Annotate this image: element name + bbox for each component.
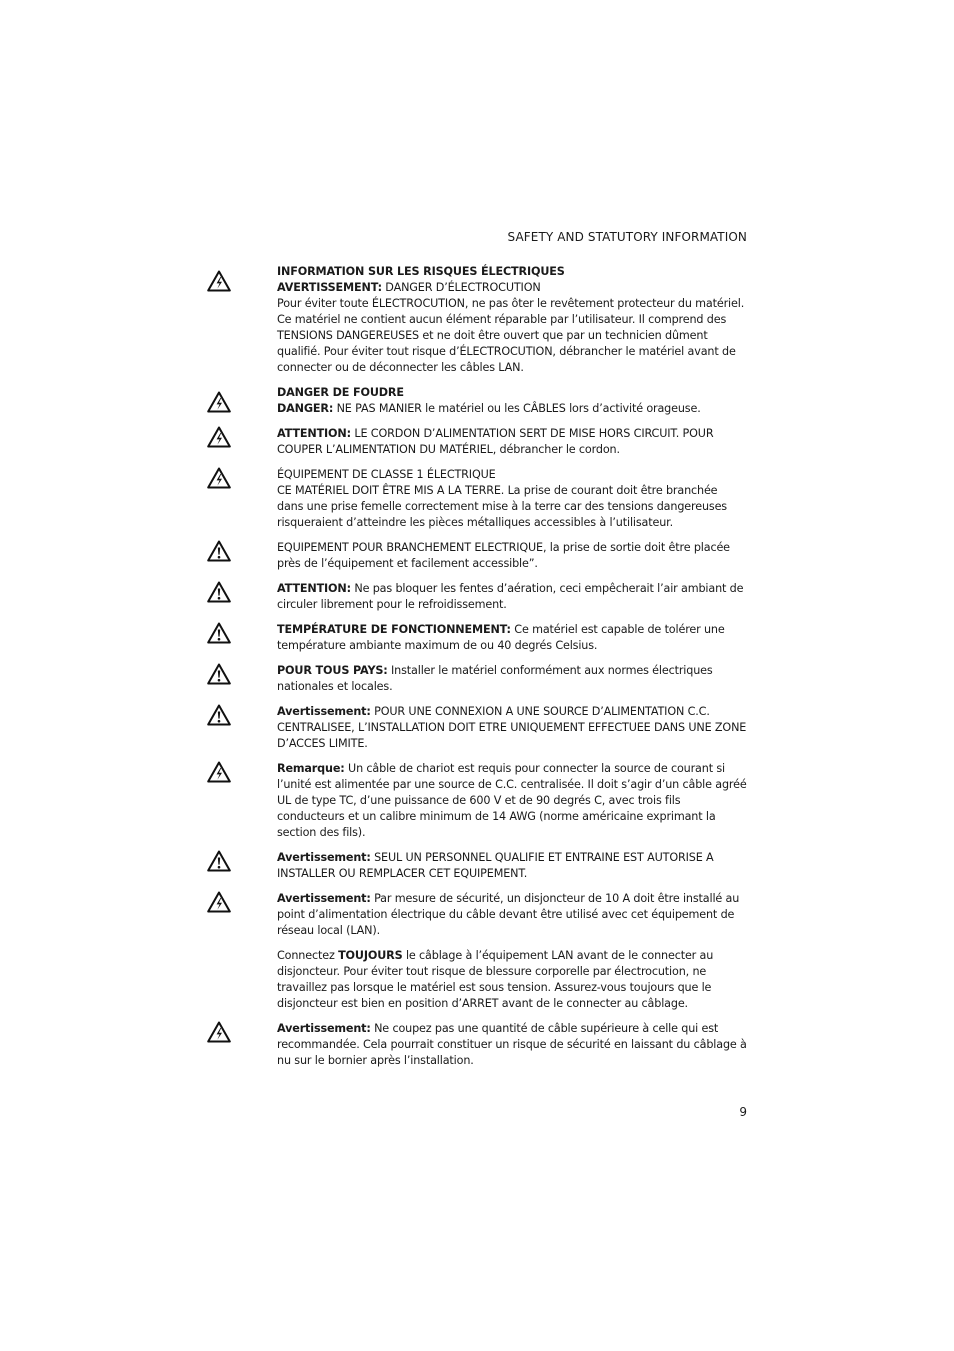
warning-line <box>277 280 747 296</box>
avertissement-text: Par mesure de sécurité, un disjoncteur de 10 A doit être installé au point d’alimentation électrique du câble devant être utilisé avec cet équipement de réseau local (LAN). <box>277 892 740 937</box>
warning-label: AVERTISSEMENT: <box>277 281 382 294</box>
high-voltage-warning-icon <box>207 391 231 413</box>
section-body <box>277 622 747 654</box>
high-voltage-warning-icon <box>207 1021 231 1043</box>
countries-text: Installer le matériel conformément aux normes électriques nationales et locales. <box>277 664 713 693</box>
safety-content <box>277 264 747 1078</box>
section-body <box>277 401 747 417</box>
section-body <box>277 581 747 613</box>
section-cable-note <box>277 761 747 841</box>
avertissement-label: Avertissement: <box>277 705 371 718</box>
high-voltage-warning-icon <box>207 891 231 913</box>
general-warning-icon <box>207 622 231 644</box>
section-body: EQUIPEMENT POUR BRANCHEMENT ELECTRIQUE, la prise de sortie doit être placée près de l’équipement et facilement accessible”. <box>277 541 730 570</box>
always-prefix: Connectez <box>277 949 339 962</box>
section-title: INFORMATION SUR LES RISQUES ÉLECTRIQUES <box>277 265 565 278</box>
general-warning-icon <box>207 704 231 726</box>
section-body <box>277 1021 747 1069</box>
countries-label: POUR TOUS PAYS: <box>277 664 388 677</box>
section-dc-source <box>277 704 747 752</box>
general-warning-icon <box>207 850 231 872</box>
section-breaker <box>277 891 747 939</box>
section-class1 <box>277 467 747 531</box>
section-body <box>277 426 747 458</box>
avertissement-label: Avertissement: <box>277 851 371 864</box>
section-title: DANGER DE FOUDRE <box>277 386 404 399</box>
warning-text: DANGER D’ÉLECTROCUTION <box>381 281 541 294</box>
avertissement-text: SEUL UN PERSONNEL QUALIFIE ET ENTRAINE EST AUTORISE A INSTALLER OU REMPLACER CET EQUIPEMENT. <box>277 851 714 880</box>
avertissement-text: Ne coupez pas une quantité de câble supérieure à celle qui est recommandée. Cela pourrait constituer un risque de sécurité en laissant du câblage à nu sur le bornier après l’installation. <box>277 1022 747 1067</box>
general-warning-icon <box>207 581 231 603</box>
section-body <box>277 948 747 1012</box>
attention-label: ATTENTION: <box>277 582 351 595</box>
page-number: 9 <box>739 1105 747 1119</box>
section-always <box>277 948 747 1012</box>
remarque-text: Un câble de chariot est requis pour connecter la source de courant si l’unité est alimentée par une source de C.C. centralisée. Il doit s’agir d’un câble agréé UL de type TC, d’une puissance de 600 V et de 90 degrés C, avec trois fils conducteurs et un calibre minimum de 14 AWG (norme américaine exprimant la section des fils). <box>277 762 747 839</box>
section-body: Pour éviter toute ÉLECTROCUTION, ne pas ôter le revêtement protecteur du matériel. Ce matériel ne contient aucun élément réparable par l’utilisateur. Il comprend des TENSIONS DANGEREUSES et ne doit être ouvert que par un technicien dûment qualifié. Pour éviter tout risque d’ÉLECTROCUTION, débrancher le matériel avant de connecter ou de déconnecter les câbles LAN. <box>277 297 745 374</box>
attention-label: ATTENTION: <box>277 427 351 440</box>
high-voltage-warning-icon <box>207 761 231 783</box>
section-body <box>277 850 747 882</box>
danger-label: DANGER: <box>277 402 334 415</box>
danger-text: NE PAS MANIER le matériel ou les CÂBLES lors d’activité orageuse. <box>333 402 701 415</box>
temperature-label: TEMPÉRATURE DE FONCTIONNEMENT: <box>277 623 511 636</box>
section-body <box>277 663 747 695</box>
avertissement-text: POUR UNE CONNEXION A UNE SOURCE D’ALIMENTATION C.C. CENTRALISEE, L’INSTALLATION DOIT ETRE UNIQUEMENT EFFECTUEE DANS UNE ZONE D’ACCES LIMITE. <box>277 705 747 750</box>
avertissement-label: Avertissement: <box>277 892 371 905</box>
attention-text: LE CORDON D’ALIMENTATION SERT DE MISE HORS CIRCUIT. POUR COUPER L’ALIMENTATION DU MATÉRIEL, débrancher le cordon. <box>277 427 714 456</box>
section-electrical <box>277 264 747 376</box>
section-power-cord <box>277 426 747 458</box>
section-cable-length <box>277 1021 747 1069</box>
section-title: ÉQUIPEMENT DE CLASSE 1 ÉLECTRIQUE <box>277 468 496 481</box>
section-body: CE MATÉRIEL DOIT ÊTRE MIS A LA TERRE. La prise de courant doit être branchée dans une prise femelle correctement mise à la terre car des tensions dangereuses risqueraient d’atteindre les pièces métalliques accessibles à l’utilisateur. <box>277 484 727 529</box>
section-ventilation <box>277 581 747 613</box>
general-warning-icon <box>207 663 231 685</box>
section-lightning <box>277 385 747 417</box>
always-text: le câblage à l’équipement LAN avant de le connecter au disjoncteur. Pour éviter tout risque de blessure corporelle par électrocution, ne travaillez pas lorsque le matériel est sous tension. Assurez-vous toujours que le disjoncteur est bien en position d’ARRET avant de le connecter au câblage. <box>277 949 714 1010</box>
section-body <box>277 761 747 841</box>
section-all-countries <box>277 663 747 695</box>
high-voltage-warning-icon <box>207 270 231 292</box>
general-warning-icon <box>207 540 231 562</box>
temperature-text: Ce matériel est capable de tolérer une température ambiante maximum de ou 40 degrés Celsius. <box>277 623 725 652</box>
section-body <box>277 704 747 752</box>
section-temperature <box>277 622 747 654</box>
running-header: SAFETY AND STATUTORY INFORMATION <box>507 230 747 244</box>
avertissement-label: Avertissement: <box>277 1022 371 1035</box>
high-voltage-warning-icon <box>207 426 231 448</box>
section-qualified <box>277 850 747 882</box>
section-connection <box>277 540 747 572</box>
high-voltage-warning-icon <box>207 467 231 489</box>
attention-text: Ne pas bloquer les fentes d’aération, ceci empêcherait l’air ambiant de circuler librement pour le refroidissement. <box>277 582 744 611</box>
section-body <box>277 891 747 939</box>
always-label: TOUJOURS <box>338 949 403 962</box>
remarque-label: Remarque: <box>277 762 345 775</box>
